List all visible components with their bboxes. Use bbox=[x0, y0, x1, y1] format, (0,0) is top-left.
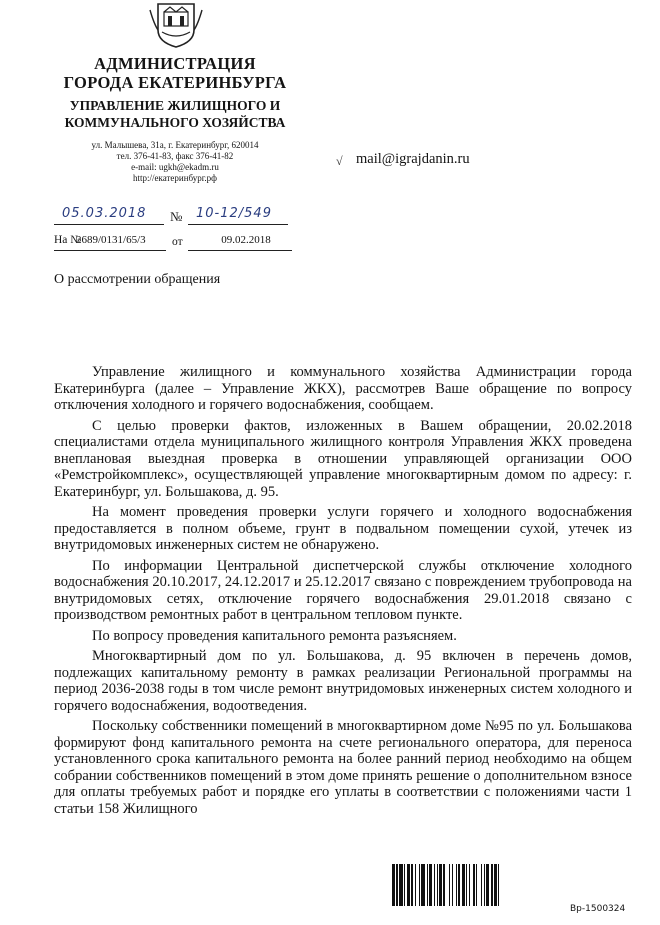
number-underline bbox=[188, 224, 288, 225]
recipient-email: mail@igrajdanin.ru bbox=[356, 151, 470, 167]
department-name-line2: КОММУНАЛЬНОГО ХОЗЯЙСТВА bbox=[64, 115, 286, 130]
org-name-line1: АДМИНИСТРАЦИЯ bbox=[94, 54, 256, 73]
date-underline bbox=[54, 224, 164, 225]
letter-subject: О рассмотрении обращения bbox=[54, 272, 221, 287]
org-name-line2: ГОРОДА ЕКАТЕРИНБУРГА bbox=[63, 73, 287, 92]
contact-address: ул. Малышева, 31а, г. Екатеринбург, 620014 bbox=[91, 140, 259, 150]
body-paragraph: Управление жилищного и коммунального хозяйства Администрации города Екатеринбурга (далее – Управление ЖКХ), рассмотрев Ваше обращение по вопросу отключения холодного и горячего водоснабжения, сообщаем. bbox=[54, 364, 632, 413]
organization-block bbox=[40, 54, 310, 131]
in-reply-number-underline bbox=[54, 250, 166, 251]
in-reply-date-underline bbox=[188, 250, 292, 251]
barcode-code: Вр-1500324 bbox=[570, 904, 626, 914]
department-name-line1: УПРАВЛЕНИЕ ЖИЛИЩНОГО И bbox=[69, 98, 281, 113]
outgoing-number: 10-12/549 bbox=[196, 206, 272, 221]
contact-block bbox=[40, 140, 310, 184]
in-reply-label: На № bbox=[54, 234, 82, 246]
contact-website: http://екатеринбург.рф bbox=[132, 173, 218, 183]
body-paragraph: С целью проверки фактов, изложенных в Вашем обращении, 20.02.2018 специалистами отдела муниципального жилищного контроля Управления ЖКХ проведена внеплановая выездная проверка в отношении управляющей организации ООО «Ремстройкомплекс», осуществляющей управление многоквартирным домом по адресу: г. Екатеринбург, ул. Большакова, д. 95. bbox=[54, 417, 632, 500]
check-mark: √ bbox=[336, 154, 343, 168]
contact-phone: тел. 376-41-83, факс 376-41-82 bbox=[116, 151, 234, 161]
body-paragraph: По информации Центральной диспетчерской службы отключение холодного водоснабжения 20.10.2017, 24.12.2017 и 25.12.2017 связано с повреждением трубопровода на внутридомовых сетях, отключение горячего водоснабжения 29.01.2018 связано с производством ремонтных работ в центральном тепловом пункте. bbox=[54, 557, 632, 623]
in-reply-from-label: от bbox=[172, 236, 183, 248]
body-paragraph: Поскольку собственники помещений в многоквартирном доме №95 по ул. Большакова формируют фонд капитального ремонта на счете регионального оператора, для переноса установленного срока капитального ремонта на более ранний период необходимо на общем собрании собственников помещений в этом доме принять решение о дополнительном взносе для оплаты требуемых работ и порядке его уплаты в соответствии с положениями части 1 статьи 158 Жилищного bbox=[54, 718, 632, 817]
contact-email: e-mail: ugkh@ekadm.ru bbox=[131, 162, 219, 172]
letter-body bbox=[54, 364, 632, 817]
outgoing-date: 05.03.2018 bbox=[62, 206, 147, 221]
body-paragraph: Многоквартирный дом по ул. Большакова, д. 95 включен в перечень домов, подлежащих капитальному ремонту в рамках реализации Региональной программы на период 2036-2038 годы в том числе ремонт внутридомовых инженерных систем холодного и горячего водоснабжения, водоотведения. bbox=[54, 648, 632, 714]
body-paragraph: На момент проведения проверки услуги горячего и холодного водоснабжения предоставляется в полном объеме, грунт в подвальном помещении сухой, утечек из внутридомовых инженерных систем не обнаружено. bbox=[54, 504, 632, 553]
number-sign: № bbox=[170, 209, 183, 224]
in-reply-date: 09.02.2018 bbox=[221, 234, 271, 246]
body-paragraph: По вопросу проведения капитального ремонта разъясняем. bbox=[92, 627, 457, 644]
barcode-icon bbox=[392, 864, 632, 906]
city-emblem-icon bbox=[148, 0, 204, 48]
in-reply-number: 2689/0131/65/3 bbox=[76, 234, 146, 246]
